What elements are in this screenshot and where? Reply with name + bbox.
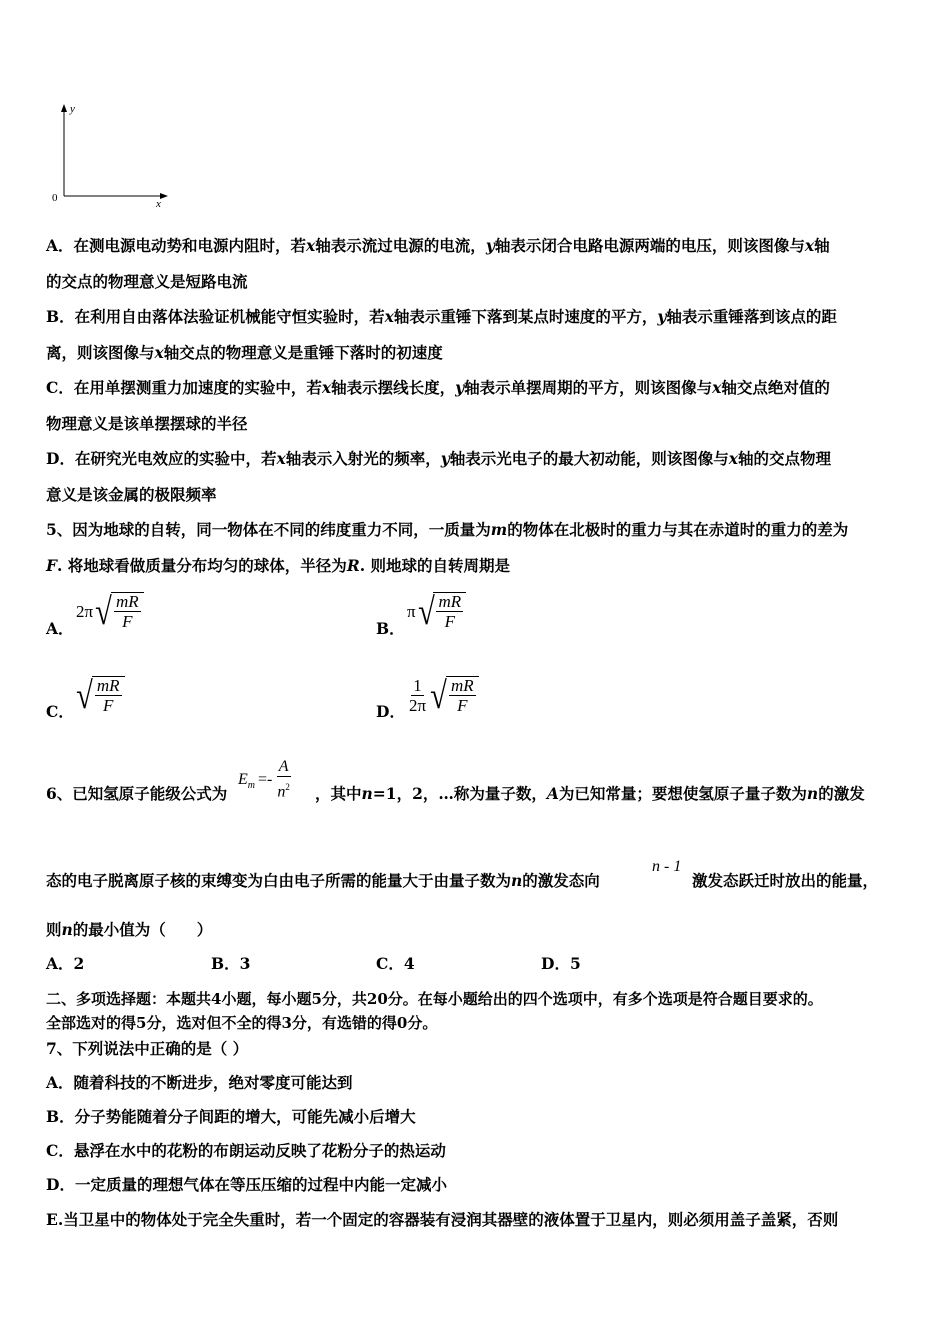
q7-option-b: B．分子势能随着分子间距的增大，可能先减小后增大 — [46, 1107, 416, 1126]
q6-option-a: A．2 — [46, 954, 85, 973]
section2-heading-line2: 全部选对的得5分，选对但不全的得3分，有选错的得0分。 — [46, 1014, 438, 1032]
q5-option-a-formula: 2π √ $\frac{mR}{F}$ — [76, 592, 144, 632]
q4-option-b-line2: 离，则该图像与x轴交点的物理意义是重锤下落时的初速度 — [46, 343, 443, 362]
q7-option-e: E.当卫星中的物体处于完全失重时，若一个固定的容器装有浸润其器壁的液体置于卫星内，则必须用盖子盖紧，否则 — [46, 1210, 839, 1229]
q5-option-d-formula: $\frac{1}{2\pi}$ √ $\frac{mR}{F}$ — [407, 676, 479, 716]
q4-option-a-line1: A．在测电源电动势和电源内阻时，若x轴表示流过电源的电流，y轴表示闭合电路电源两端的电压，则该图像与x轴 — [46, 236, 830, 255]
q6-stem-line2-end: 激发态跃迁时放出的能量， — [692, 871, 879, 890]
q5-option-d-label: D． — [376, 702, 405, 721]
q6-stem-line1: 6、已知氢原子能级公式为 — [46, 784, 228, 803]
q7-stem: 7、下列说法中正确的是（ ） — [46, 1039, 249, 1058]
q6-option-b: B．3 — [211, 954, 251, 973]
q4-option-c-line1: C．在用单摆测重力加速度的实验中，若x轴表示摆线长度，y轴表示单摆周期的平方，则该图像与x轴交点绝对值的 — [46, 378, 830, 397]
q6-energy-formula: E $_m$ =- $\frac{A}{n^2}$ — [238, 758, 290, 801]
xy-axes-graph — [48, 100, 173, 210]
q4-option-d-line2: 意义是该金属的极限频率 — [46, 485, 217, 504]
y-axis-label: y — [70, 103, 75, 115]
q6-option-d: D．5 — [541, 954, 581, 973]
q6-option-c: C．4 — [376, 954, 415, 973]
q4-option-b-line1: B．在利用自由落体法验证机械能守恒实验时，若x轴表示重锤下落到某点时速度的平方，y轴表示重锤落到该点的距 — [46, 307, 837, 326]
q5-option-c-label: C． — [46, 702, 74, 721]
q5-option-a-label: A． — [46, 619, 74, 638]
q6-stem-line2: 态的电子脱离原子核的束缚变为白由电子所需的能量大于由量子数为n的激发态向 — [46, 871, 600, 890]
q5-stem-line1: 5、因为地球的自转，同一物体在不同的纬度重力不同，一质量为m的物体在北极时的重力与其在赤道时的重力的差为 — [46, 520, 849, 539]
q7-option-d: D．一定质量的理想气体在等压压缩的过程中内能一定减小 — [46, 1175, 447, 1194]
section2-heading-line1: 二、多项选择题：本题共4小题，每小题5分，共20分。在每小题给出的四个选项中，有多个选项是符合题目要求的。 — [46, 990, 823, 1008]
q7-option-c: C．悬浮在水中的花粉的布朗运动反映了花粉分子的热运动 — [46, 1141, 446, 1160]
q6-n-minus-1: n - 1 — [652, 858, 682, 875]
q5-option-b-formula: π √ $\frac{mR}{F}$ — [407, 592, 466, 632]
q5-option-b-label: B． — [376, 619, 405, 638]
q7-option-a: A．随着科技的不断进步，绝对零度可能达到 — [46, 1073, 353, 1092]
q6-stem-line1-rest: ，其中n=1，2，…称为量子数，A为已知常量；要想使氢原子量子数为n的激发 — [315, 784, 865, 803]
q5-option-c-formula: √ $\frac{mR}{F}$ — [74, 676, 125, 716]
x-axis-label: x — [156, 198, 161, 210]
origin-label: 0 — [52, 192, 58, 204]
q6-stem-line3: 则n的最小值为（ ） — [46, 920, 213, 939]
q5-stem-line2: F. 将地球看做质量分布均匀的球体，半径为R. 则地球的自转周期是 — [46, 556, 510, 575]
q4-option-a-line2: 的交点的物理意义是短路电流 — [46, 272, 248, 291]
q4-option-d-line1: D．在研究光电效应的实验中，若x轴表示入射光的频率，y轴表示光电子的最大初动能，则该图像与x轴的交点物理 — [46, 449, 832, 468]
q4-option-c-line2: 物理意义是该单摆摆球的半径 — [46, 414, 248, 433]
